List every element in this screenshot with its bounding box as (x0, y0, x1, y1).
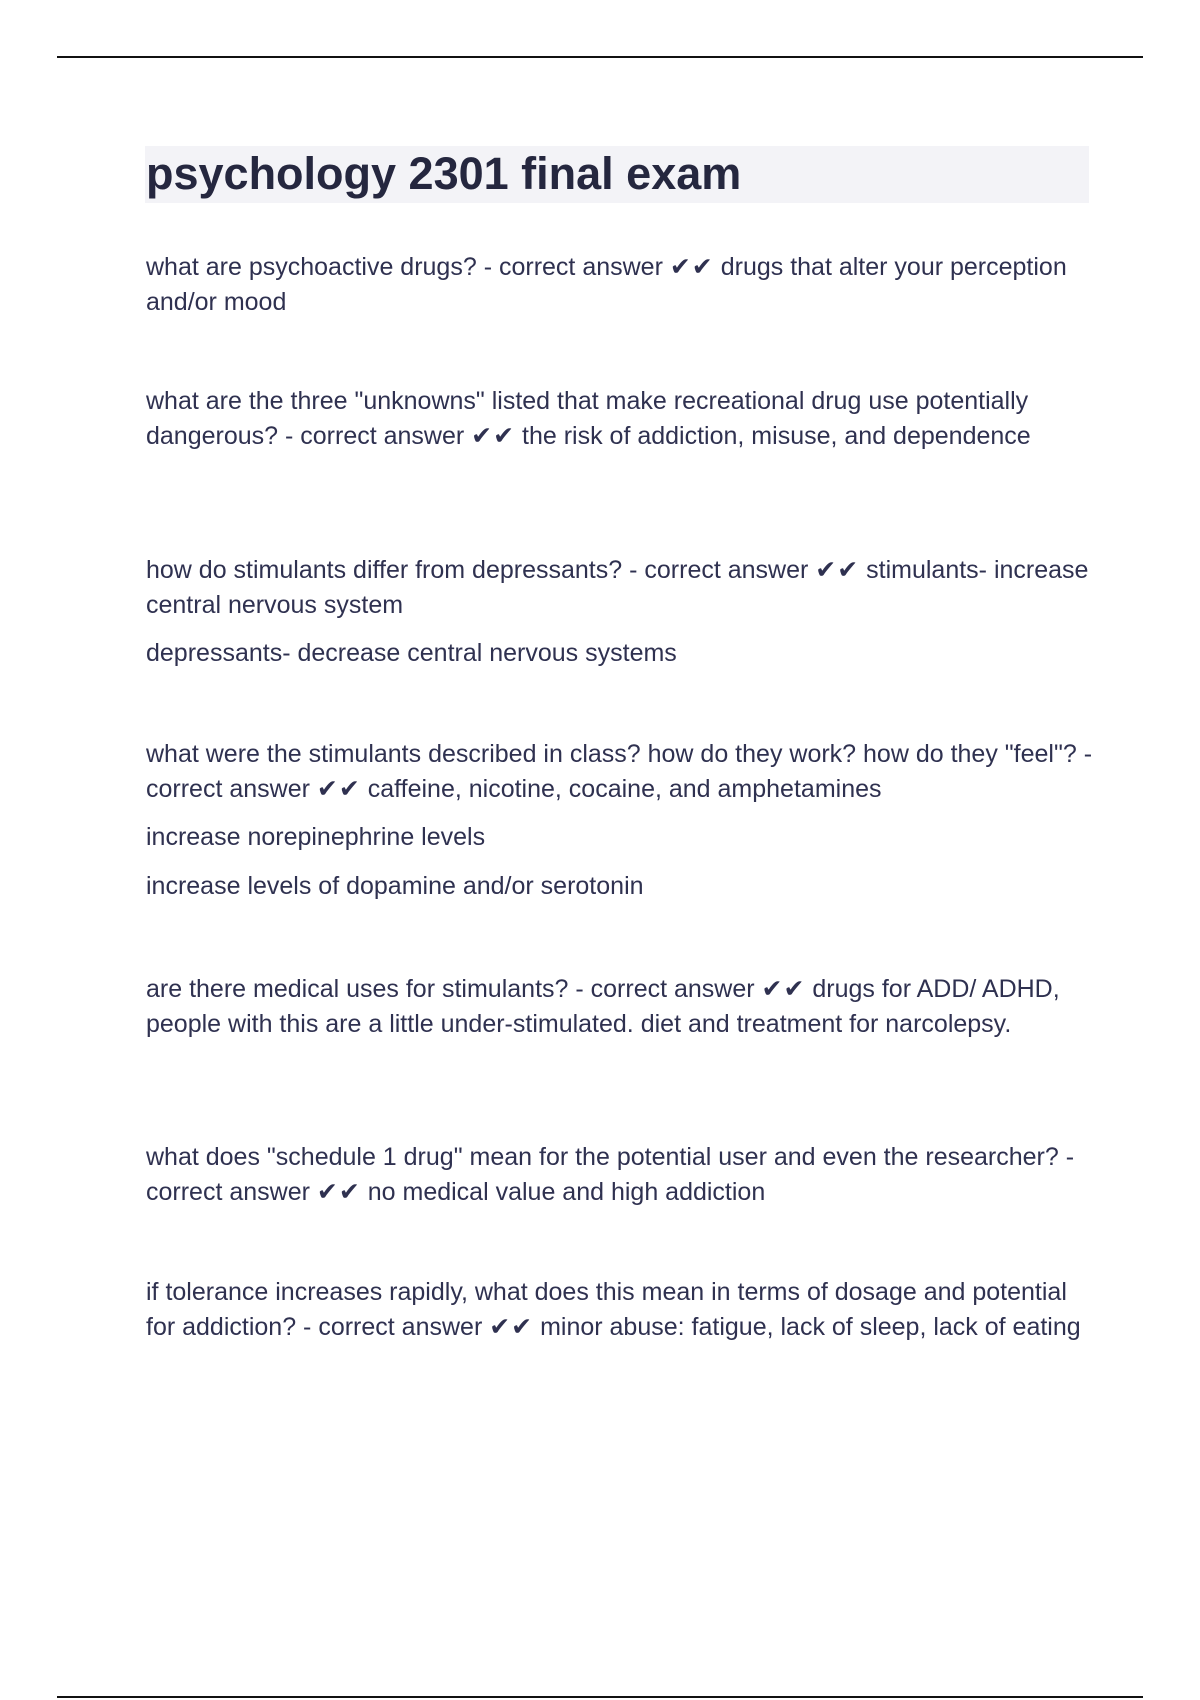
top-rule (57, 56, 1143, 58)
question-text: what does "schedule 1 drug" mean for the potential user and even the researcher? (146, 1143, 1059, 1171)
check-mark-icon: ✔✔ (316, 1177, 361, 1206)
check-mark-icon: ✔✔ (489, 1312, 534, 1341)
check-mark-icon: ✔✔ (669, 253, 714, 281)
answer-extra-line: increase norepinephrine levels (146, 823, 486, 851)
qa-text (146, 250, 1096, 319)
qa-text (146, 1140, 1096, 1209)
question-text: what were the stimulants described in class? how do they work? how do they "feel"? (146, 740, 1077, 768)
question-text: how do stimulants differ from depressants? (146, 556, 623, 584)
qa-text (146, 737, 1096, 806)
answer-text: minor abuse: fatigue, lack of sleep, lack of eating (533, 1312, 1081, 1341)
answer-separator: - correct answer (622, 556, 816, 584)
answer-separator: - correct answer (278, 421, 472, 450)
question-text: what are psychoactive drugs? (146, 253, 477, 281)
answer-extra-line: depressants- decrease central nervous systems (146, 639, 677, 667)
check-mark-icon: ✔✔ (316, 774, 361, 803)
check-mark-icon: ✔✔ (471, 421, 516, 450)
answer-text: drugs for ADD/ ADHD, people with this are a little under-stimulated. diet and treatment for narcolepsy. (146, 975, 1060, 1038)
answer-text: caffeine, nicotine, cocaine, and amphetamines (360, 774, 882, 803)
question-text: are there medical uses for stimulants? (146, 975, 569, 1003)
qa-entry (146, 1275, 1096, 1344)
qa-text (146, 384, 1096, 453)
answer-separator: - correct answer (568, 975, 762, 1003)
answer-text: stimulants- increase central nervous system (146, 556, 1089, 619)
check-mark-icon: ✔✔ (815, 556, 860, 584)
answer-separator: - correct answer (296, 1312, 490, 1341)
answer-text: the risk of addiction, misuse, and dependence (515, 421, 1031, 450)
document-title: psychology 2301 final exam (146, 148, 742, 199)
qa-entry (146, 972, 1096, 1041)
bottom-rule (57, 1696, 1143, 1698)
answer-separator: - correct answer (146, 1143, 1075, 1206)
qa-entry (146, 737, 1096, 903)
qa-text (146, 972, 1096, 1041)
question-text: if tolerance increases rapidly, what does this mean in terms of dosage and potential for addiction? (146, 1278, 1067, 1341)
answer-extra-line: increase levels of dopamine and/or serotonin (146, 871, 644, 900)
question-text: what are the three "unknowns" listed that make recreational drug use potentially dangerous? (146, 387, 1029, 450)
qa-text (146, 553, 1096, 622)
answer-separator: - correct answer (146, 740, 1093, 803)
qa-entry (146, 384, 1096, 453)
qa-entry (146, 1140, 1096, 1209)
answer-separator: - correct answer (476, 253, 670, 281)
qa-text (146, 1275, 1096, 1344)
qa-entry (146, 553, 1096, 671)
answer-text: drugs that alter your perception and/or mood (146, 253, 1067, 316)
answer-text: no medical value and high addiction (360, 1177, 766, 1206)
qa-entry (146, 250, 1096, 319)
check-mark-icon: ✔✔ (761, 975, 806, 1003)
